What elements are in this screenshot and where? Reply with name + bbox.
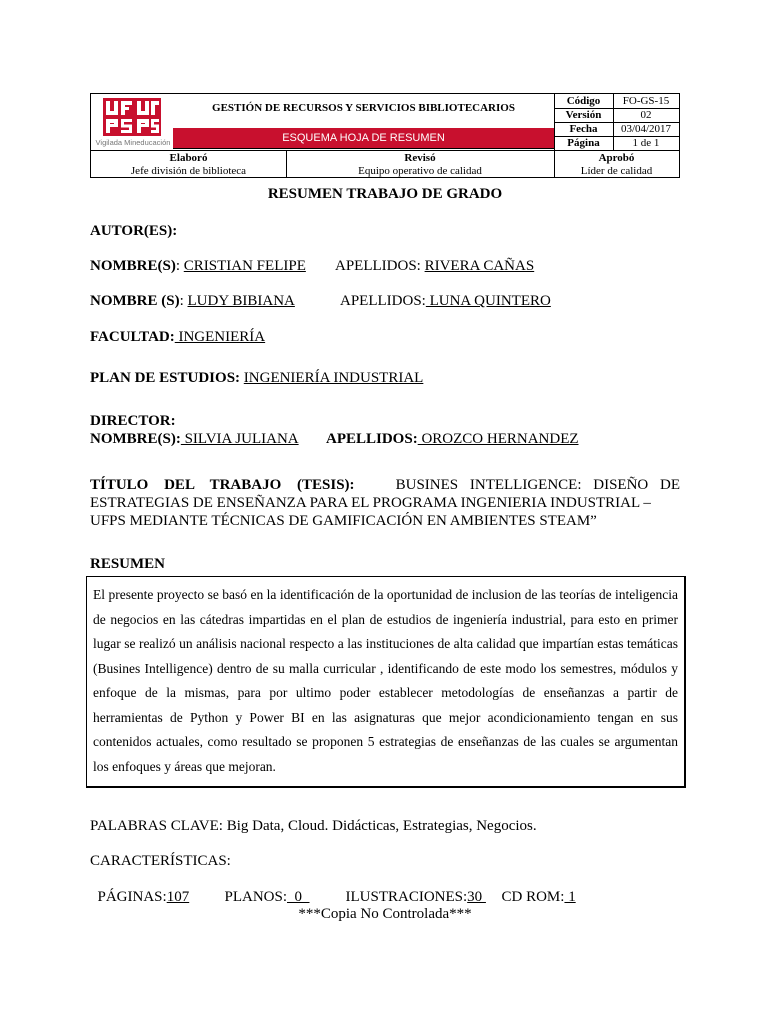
role-elaboro-title: Elaboró <box>169 152 208 164</box>
author-row-2-surname <box>340 292 551 310</box>
footer-note: ***Copia No Controlada*** <box>298 906 472 922</box>
director-label: DIRECTOR: <box>90 413 176 429</box>
thesis-line-1 <box>90 476 680 494</box>
plan-label: PLAN DE ESTUDIOS: <box>90 370 241 386</box>
author-1-name-label: NOMBRE(S) <box>90 258 176 274</box>
plans-label: PLANOS: <box>224 889 288 905</box>
plan-value: INGENIERÍA INDUSTRIAL <box>243 370 424 386</box>
director-surname-label: APELLIDOS: <box>326 431 418 447</box>
document-header-table <box>90 93 680 178</box>
thesis-title-line-1: BUSINES INTELLIGENCE: DISEÑO DE <box>395 477 680 493</box>
author-row-1-surname <box>335 257 534 275</box>
thesis-label: TÍTULO DEL TRABAJO (TESIS): <box>90 477 355 493</box>
faculty-row <box>90 328 265 346</box>
author-row-1: NOMBRE(S): CRISTIAN FELIPE <box>90 258 306 274</box>
summary-label: RESUMEN <box>90 556 166 572</box>
author-2-name-label: NOMBRE (S) <box>90 293 180 309</box>
role-reviso-who: Equipo operativo de calidad <box>358 165 482 177</box>
role-aprobo-title: Aprobó <box>598 152 635 164</box>
director-name: SILVIA JULIANA <box>180 431 299 447</box>
illustrations-value: 30 <box>467 889 486 905</box>
meta-version-value: 02 <box>640 109 652 121</box>
role-reviso-title: Revisó <box>404 152 436 164</box>
role-aprobo-who: Líder de calidad <box>580 165 653 177</box>
meta-version-label: Versión <box>565 109 602 121</box>
faculty-label: FACULTAD: <box>90 329 175 345</box>
director-row <box>90 430 299 448</box>
cdrom-value: 1 <box>564 889 576 905</box>
author-row-2: NOMBRE (S): LUDY BIBIANA <box>90 293 295 309</box>
plans-value: 0 <box>287 889 310 905</box>
role-elaboro-who: Jefe división de biblioteca <box>130 165 247 177</box>
faculty-value: INGENIERÍA <box>174 329 266 345</box>
cdrom-group <box>494 870 576 906</box>
characteristics-row <box>90 870 189 906</box>
meta-page-value: 1 de 1 <box>632 137 660 149</box>
summary-box <box>86 576 686 788</box>
author-1-name: CRISTIAN FELIPE <box>183 258 306 274</box>
meta-code-label: Código <box>566 95 601 107</box>
meta-code-value: FO-GS-15 <box>622 95 670 107</box>
document-title: RESUMEN TRABAJO DE GRADO <box>267 186 503 202</box>
author-1-surname-label: APELLIDOS: <box>335 258 421 274</box>
keywords: PALABRAS CLAVE: Big Data, Cloud. Didácticas, Estrategias, Negocios. <box>90 818 537 834</box>
meta-page-label: Página <box>567 137 600 149</box>
thesis-title-line-3: UFPS MEDIANTE TÉCNICAS DE GAMIFICACIÓN EN AMBIENTES STEAM” <box>90 513 597 529</box>
plan-row <box>90 369 423 387</box>
ufps-logo <box>93 96 173 148</box>
director-name-label: NOMBRE(S): <box>90 431 181 447</box>
author-2-surname: LUNA QUINTERO <box>425 293 551 309</box>
pages-value: 107 <box>166 889 190 905</box>
illustrations-group <box>338 870 486 906</box>
cdrom-label: CD ROM: <box>501 889 565 905</box>
author-2-name: LUDY BIBIANA <box>187 293 295 309</box>
meta-date-value: 03/04/2017 <box>620 123 672 135</box>
plans-group <box>217 870 310 906</box>
author-1-surname: RIVERA CAÑAS <box>424 258 535 274</box>
characteristics-label: CARACTERÍSTICAS: <box>90 853 231 869</box>
header-title: GESTIÓN DE RECURSOS Y SERVICIOS BIBLIOTECARIOS <box>212 102 515 114</box>
director-surname: OROZCO HERNANDEZ <box>417 431 579 447</box>
author-2-surname-label: APELLIDOS: <box>340 293 426 309</box>
meta-date-label: Fecha <box>569 123 598 135</box>
logo-tagline: Vigilada Mineducación <box>95 138 171 147</box>
header-subtitle: ESQUEMA HOJA DE RESUMEN <box>173 128 554 148</box>
thesis-title-line-2: ESTRATEGIAS DE ENSEÑANZA PARA EL PROGRAMA INGENIERIA INDUSTRIAL – <box>90 495 651 511</box>
director-surname-row <box>326 430 579 448</box>
illustrations-label: ILUSTRACIONES: <box>345 889 468 905</box>
pages-label: PÁGINAS: <box>97 889 167 905</box>
summary-text: El presente proyecto se basó en la identificación de la oportunidad de inclusion de las teorías de inteligencia de negocios en las cátedras impartidas en el plan de estudios de ingeniería industrial, para esto en primer lugar se realizó un análisis nacional respecto a las instituciones de alta calidad que impartían estas temáticas (Busines Intelligence) dentro de su malla curricular , identificando de este modo los semestres, módulos y enfoque de la mismas, para por ultimo poder establecer metodologías de enseñanzas a partir de herramientas de Python y Power BI en las asignaturas que mejor acondicionamiento tengan en sus contenidos actuales, como resultado se proponen 5 estrategias de enseñanzas de las cuales se argumentan los enfoques y áreas que mejoran. <box>93 587 678 774</box>
authors-label: AUTOR(ES): <box>90 223 178 239</box>
